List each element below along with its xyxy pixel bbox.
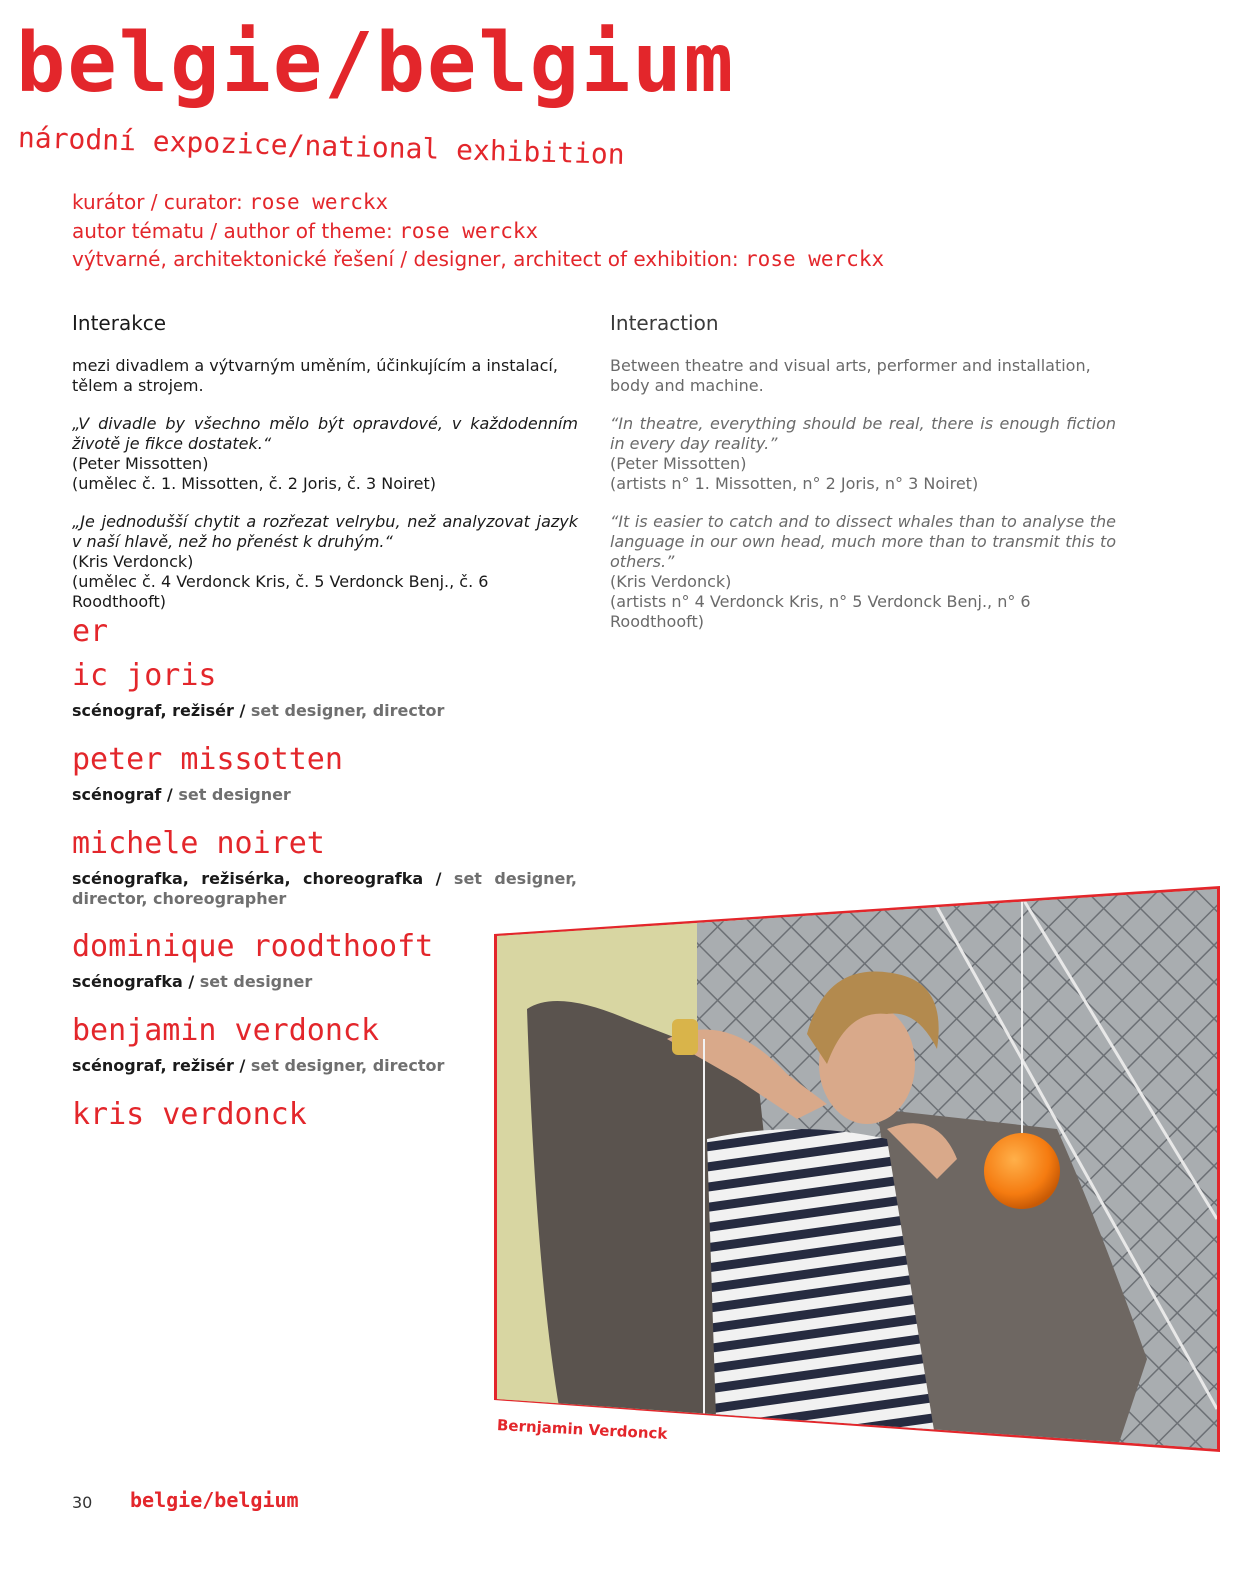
role-czech: scénograf, režisér / — [72, 1056, 251, 1075]
role-english: set designer, director — [250, 701, 445, 720]
artist-name: dominique roodthooft — [72, 929, 434, 964]
artist-name: michele noiret — [72, 826, 325, 861]
photo-caption: Bernjamin Verdonck — [496, 1416, 668, 1443]
role-english: set designer — [199, 972, 313, 991]
role-czech: scénograf, režisér / — [72, 701, 251, 720]
role-english: set designer, director, choreographer — [72, 869, 578, 908]
photo-frame — [494, 886, 1220, 1452]
quote-author: (Peter Missotten) — [610, 454, 747, 473]
artist-name: ic joris — [72, 658, 217, 693]
artist-role — [72, 869, 577, 909]
czech-intro: mezi divadlem a výtvarným uměním, účinkujícím a instalací, tělem a strojem. — [72, 356, 558, 395]
english-intro: Between theatre and visual arts, performer and installation, body and machine. — [610, 356, 1091, 395]
credit-name: rose werckx — [249, 190, 389, 214]
quote-author: (Kris Verdonck) — [610, 572, 732, 591]
quote-artists: (artists n° 1. Missotten, n° 2 Joris, n° 3 Noiret) — [610, 474, 979, 493]
english-column — [610, 310, 1116, 650]
czech-quote-1 — [72, 414, 578, 494]
credit-designer — [72, 245, 884, 273]
quote-text: „V divadle by všechno mělo být opravdové, v každodenním životě je fikce dostatek.“ — [72, 414, 578, 453]
quote-artists: (umělec č. 4 Verdonck Kris, č. 5 Verdonck Benj., č. 6 Roodthooft) — [72, 572, 489, 611]
artist-role — [72, 701, 577, 721]
credit-curator — [72, 188, 388, 216]
page-subtitle: národní expozice/national exhibition — [17, 121, 626, 171]
artist-role — [72, 785, 577, 805]
credit-label: kurátor / curator: — [72, 190, 250, 214]
role-english: set designer, director — [250, 1056, 445, 1075]
credit-name: rose werckx — [399, 219, 539, 243]
quote-author: (Kris Verdonck) — [72, 552, 194, 571]
quote-artists: (umělec č. 1. Missotten, č. 2 Joris, č. 3 Noiret) — [72, 474, 437, 493]
english-quote-1 — [610, 414, 1116, 494]
credit-label: výtvarné, architektonické řešení / designer, architect of exhibition: — [72, 247, 746, 271]
quote-text: „Je jednodušší chytit a rozřezat velrybu, než analyzovat jazyk v naší hlavě, než ho přenést k druhým.“ — [72, 512, 578, 551]
role-czech: scénografka / — [72, 972, 200, 991]
page-title: belgie/belgium — [16, 16, 736, 111]
page-number: 30 — [72, 1493, 93, 1512]
credit-name: rose werckx — [745, 247, 885, 271]
quote-text: “It is easier to catch and to dissect whales than to analyse the language in our own head, much more than to transmit this to others.” — [610, 512, 1116, 571]
role-english: set designer — [178, 785, 291, 804]
artist-name: benjamin verdonck — [72, 1013, 380, 1048]
quote-artists: (artists n° 4 Verdonck Kris, n° 5 Verdonck Benj., n° 6 Roodthooft) — [610, 592, 1031, 631]
credit-theme-author — [72, 217, 538, 245]
czech-quote-2 — [72, 512, 578, 612]
english-heading: Interaction — [610, 311, 719, 335]
czech-heading: Interakce — [72, 311, 167, 335]
photo-illustration — [497, 889, 1217, 1449]
czech-column — [72, 310, 578, 630]
photo — [497, 889, 1217, 1449]
quote-text: “In theatre, everything should be real, there is enough fiction in every day reality.” — [610, 414, 1116, 453]
english-quote-2 — [610, 512, 1116, 632]
role-czech: scénografka, režisérka, choreografka / — [72, 869, 454, 888]
artist-name: kris verdonck — [72, 1097, 307, 1132]
footer-title: belgie/belgium — [130, 1488, 299, 1512]
credit-label: autor tématu / author of theme: — [72, 219, 400, 243]
artist-name: peter missotten — [72, 742, 343, 777]
artist-name: er — [72, 614, 109, 649]
quote-author: (Peter Missotten) — [72, 454, 209, 473]
role-czech: scénograf / — [72, 785, 179, 804]
